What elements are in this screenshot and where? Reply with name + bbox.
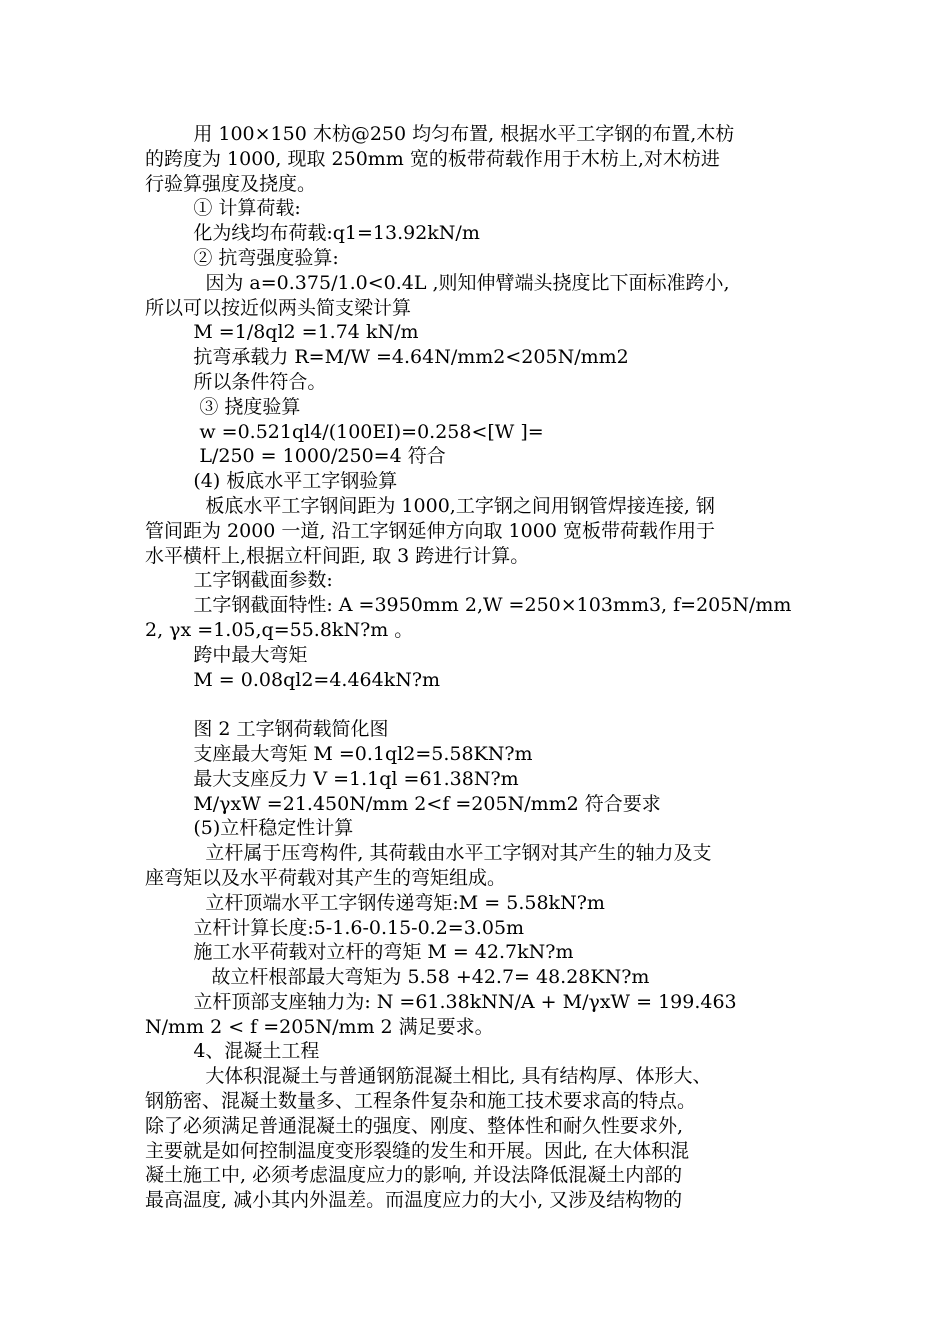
text-line: 行验算强度及挠度。 (145, 172, 317, 195)
document-body (145, 122, 810, 1213)
text-line: 所以可以按近似两头简支梁计算 (145, 296, 412, 319)
text-line: 最大支座反力 V =1.1ql =61.38N?m (145, 767, 519, 790)
text-line: L/250 = 1000/250=4 符合 (145, 445, 446, 468)
text-line: M =1/8ql2 =1.74 kN/m (145, 321, 419, 344)
text-line: 立杆属于压弯构件, 其荷载由水平工字钢对其产生的轴力及支 (145, 842, 712, 865)
text-line: 主要就是如何控制温度变形裂缝的发生和开展。因此, 在大体积混 (145, 1139, 690, 1162)
text-line: ③ 挠度验算 (145, 395, 301, 418)
text-line: 因为 a=0.375/1.0<0.4L ,则知伸臂端头挠度比下面标准跨小, (145, 271, 730, 294)
text-line: M = 0.08ql2=4.464kN?m (145, 668, 441, 691)
text-line: 施工水平荷载对立杆的弯矩 M = 42.7kN?m (145, 941, 574, 964)
text-line: M/γxW =21.450N/mm 2<f =205N/mm2 符合要求 (145, 792, 661, 815)
text-line: 立杆计算长度:5-1.6-0.15-0.2=3.05m (145, 916, 525, 939)
blank-line (145, 692, 810, 717)
text-line: 跨中最大弯矩 (145, 643, 308, 666)
text-line: 2, γx =1.05,q=55.8kN?m 。 (145, 618, 414, 641)
text-line: ② 抗弯强度验算: (145, 246, 339, 269)
section-heading: (5)立杆稳定性计算 (145, 817, 354, 840)
section-heading: 4、混凝土工程 (145, 1040, 320, 1063)
text-line: (4) 板底水平工字钢验算 (145, 470, 398, 493)
text-line: 凝土施工中, 必须考虑温度应力的影响, 并设法降低混凝土内部的 (145, 1164, 683, 1187)
text-line: 用 100×150 木枋@250 均匀布置, 根据水平工字钢的布置,木枋 (145, 123, 735, 145)
text-line: 除了必须满足普通混凝土的强度、刚度、整体性和耐久性要求外, (145, 1114, 684, 1137)
text-line: 板底水平工字钢间距为 1000,工字钢之间用钢管焊接连接, 钢 (145, 494, 715, 517)
text-line: 大体积混凝土与普通钢筋混凝土相比, 具有结构厚、体形大、 (145, 1065, 712, 1088)
text-line: 所以条件符合。 (145, 370, 327, 393)
text-line: 立杆顶部支座轴力为: N =61.38kNN/A + M/γxW = 199.463 (145, 990, 737, 1013)
text-line: 抗弯承载力 R=M/W =4.64N/mm2<205N/mm2 (145, 346, 629, 369)
text-line: 水平横杆上,根据立杆间距, 取 3 跨进行计算。 (145, 544, 530, 567)
text-line: 工字钢截面参数: (145, 569, 333, 592)
text-line: 立杆顶端水平工字钢传递弯矩:M = 5.58kN?m (145, 891, 605, 914)
text-line: 化为线均布荷载:q1=13.92kN/m (145, 222, 480, 245)
text-line: 管间距为 2000 一道, 沿工字钢延伸方向取 1000 宽板带荷载作用于 (145, 519, 715, 542)
text-line: 故立杆根部最大弯矩为 5.58 +42.7= 48.28KN?m (145, 966, 650, 989)
text-line: 的跨度为 1000, 现取 250mm 宽的板带荷载作用于木枋上,对木枋进 (145, 147, 720, 170)
text-line: 支座最大弯矩 M =0.1ql2=5.58KN?m (145, 742, 533, 765)
text-line: 钢筋密、混凝土数量多、工程条件复杂和施工技术要求高的特点。 (145, 1090, 697, 1113)
text-line: 座弯矩以及水平荷载对其产生的弯矩组成。 (145, 866, 507, 889)
figure-caption: 图 2 工字钢荷载简化图 (145, 718, 389, 741)
text-line: ① 计算荷载: (145, 197, 301, 220)
text-line: 工字钢截面特性: A =3950mm 2,W =250×103mm3, f=205N/mm (145, 594, 792, 617)
text-line: w =0.521ql4/(100EI)=0.258<[W ]= (145, 420, 544, 443)
text-line: N/mm 2 < f =205N/mm 2 满足要求。 (145, 1015, 494, 1038)
text-line: 最高温度, 减小其内外温差。而温度应力的大小, 又涉及结构物的 (145, 1189, 683, 1212)
